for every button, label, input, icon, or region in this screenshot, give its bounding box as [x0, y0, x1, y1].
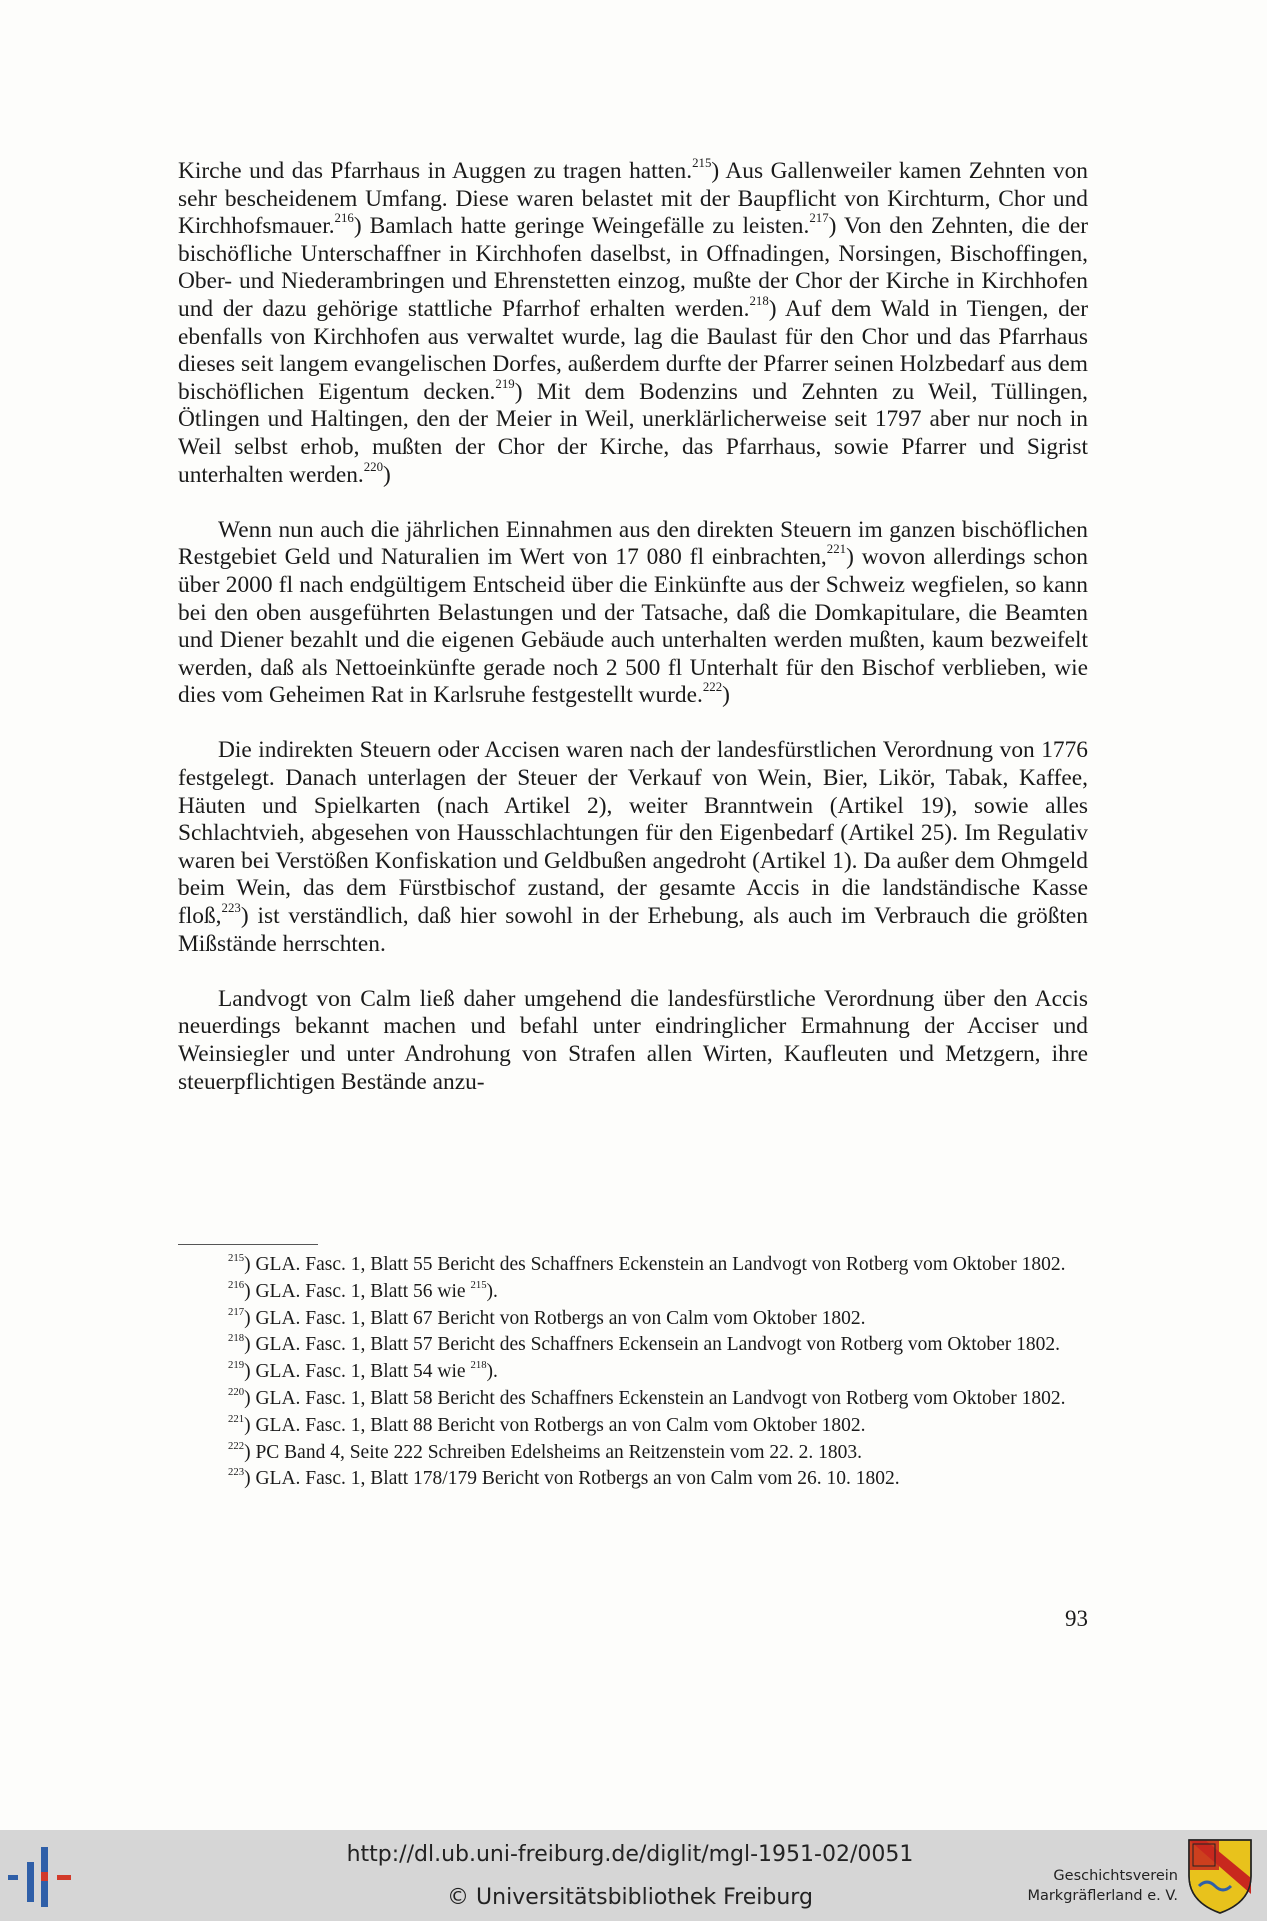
- page-number: 93: [1065, 1606, 1088, 1631]
- coat-of-arms-icon[interactable]: [1185, 1836, 1255, 1916]
- society-name-line2: Markgräflerland e. V.: [1027, 1888, 1178, 1904]
- paragraph: [178, 737, 1088, 958]
- footnote-reference: 217: [809, 211, 829, 226]
- footnote-reference: 218: [470, 1359, 487, 1372]
- footnote-reference: 220: [363, 459, 384, 474]
- text-run: ) GLA. Fasc. 1, Blatt 178/179 Bericht von Rotbergs an von Calm vom 26. 10. 1802.: [244, 1468, 900, 1490]
- text-run: Die indirekten Steuern oder Accisen waren nach der landesfürstlichen Verordnung von 1776 festgelegt. Danach unterlagen der Steuer der Verkauf von Wein, Bier, Likör, Tabak, Kaffee, Häuten und Spielkarten (nach Artikel 2), weiter Branntwein (Artikel 19), sowie alles Schlachtvieh, abgesehen von Hausschlachtungen für den Eigenbedarf (Artikel 25). Im Regulativ waren bei Verstößen Konfiskation und Geldbußen angedroht (Artikel 1). Da außer dem Ohmgeld beim Wein, das dem Fürstbischof zustand, der gesamte Accis in die landständische Kasse floß,: [178, 737, 1088, 930]
- text-run: ) wovon allerdings schon über 2000 fl nach endgültigem Entscheid über die Einkünfte aus der Schweiz wegfielen, so kann bei den oben ausgeführten Belastungen und der Tatsache, daß die Domkapitulare, die Beamten und Diener bezahlt und die eigenen Gebäude auch unterhalten werden mußten, kaum bezweifelt werden, daß als Nettoeinkünfte gerade noch 2 500 fl Unterhalt für den Bischof verblieben, wie dies vom Geheimen Rat in Karlsruhe festgestellt wurde.: [178, 544, 1088, 709]
- footnote-divider: [178, 1244, 318, 1245]
- text-run: ) PC Band 4, Seite 222 Schreiben Edelsheims an Reitzenstein vom 22. 2. 1803.: [244, 1441, 863, 1463]
- footnote: [178, 1252, 1088, 1279]
- footnote: [178, 1359, 1088, 1386]
- paragraph: [178, 986, 1088, 1096]
- footnote-reference: 223: [221, 901, 241, 916]
- text-run: ).: [486, 1361, 498, 1383]
- text-run: ) GLA. Fasc. 1, Blatt 67 Bericht von Rotbergs an von Calm vom Oktober 1802.: [244, 1307, 866, 1329]
- document-url-link[interactable]: http://dl.ub.uni-freiburg.de/diglit/mgl-1951-02/0051: [346, 1842, 914, 1867]
- footnote-reference: 221: [228, 1412, 245, 1425]
- text-run: ): [722, 682, 730, 709]
- paragraph: [178, 517, 1088, 710]
- text-run: ): [383, 461, 391, 488]
- footnote: [178, 1332, 1088, 1359]
- text-run: ) GLA. Fasc. 1, Blatt 58 Bericht des Schaffners Eckenstein an Landvogt von Rotberg vom Oktober 1802.: [244, 1387, 1066, 1409]
- text-run: ).: [486, 1280, 498, 1302]
- viewer-footer: [0, 1830, 1267, 1921]
- text-run: ) Von den Zehnten, die der bischöfliche Unterschaffner in Kirchhofen daselbst, in Offnadingen, Norsingen, Bischoffingen, Ober- und Niederambringen und Ehrenstetten einzog, mußte der Chor der Kirche in Kirchhofen und der dazu gehörige stattliche Pfarrhof erhalten werden.: [178, 213, 1088, 322]
- text-run: Wenn nun auch die jährlichen Einnahmen aus den direkten Steuern im ganzen bischöflichen Restgebiet Geld und Naturalien im Wert von 17 080 fl einbrachten,: [178, 516, 1088, 571]
- footnote-reference: 220: [228, 1385, 245, 1398]
- text-run: ) ist verständlich, daß hier sowohl in der Erhebung, als auch im Verbrauch die größten Mißstände herrschten.: [178, 903, 1088, 957]
- footnote-reference: 219: [228, 1359, 245, 1372]
- footnote: [178, 1466, 1088, 1493]
- footnote-reference: 223: [228, 1466, 245, 1479]
- footnote: [178, 1440, 1088, 1467]
- text-run: ) GLA. Fasc. 1, Blatt 55 Bericht des Schaffners Eckenstein an Landvogt von Rotberg vom Oktober 1802.: [244, 1254, 1066, 1275]
- paragraph: [178, 158, 1088, 489]
- society-name-line1: Geschichtsverein: [1053, 1868, 1178, 1884]
- text-run: ) Bamlach hatte geringe Weingefälle zu leisten.: [353, 213, 810, 240]
- footnote-reference: 222: [228, 1439, 245, 1452]
- body-text: [178, 158, 1088, 1096]
- footnote: [178, 1386, 1088, 1413]
- text-run: ) Auf dem Wald in Tiengen, der ebenfalls von Kirchhofen aus verwaltet wurde, lag die Baulast für den Chor und das Pfarrhaus dieses seit langem evangelischen Dorfes, außerdem durfte der Pfarrer seinen Holzbedarf aus dem bischöflichen Eigentum decken.: [178, 295, 1088, 405]
- footnote: [178, 1413, 1088, 1440]
- footnote-reference: 216: [334, 211, 354, 226]
- text-run: Landvogt von Calm ließ daher umgehend die landesfürstliche Verordnung über den Accis neuerdings bekannt machen und befahl unter eindringlicher Ermahnung der Acciser und Weinsiegler und unter Androhung von Strafen allen Wirten, Kaufleuten und Metzgern, ihre steuerpflichtigen Bestände anzu-: [178, 985, 1088, 1095]
- footnote-reference: 221: [826, 542, 847, 557]
- footnote-reference: 222: [702, 680, 723, 695]
- text-run: ) GLA. Fasc. 1, Blatt 57 Bericht des Schaffners Eckensein an Landvogt von Rotberg vom Oktober 1802.: [244, 1334, 1061, 1356]
- footnotes: [178, 1252, 1088, 1493]
- footnote-reference: 215: [228, 1251, 245, 1264]
- footnote-reference: 218: [228, 1332, 245, 1345]
- footnote-reference: 217: [228, 1305, 245, 1318]
- footnote: [178, 1306, 1088, 1333]
- ub-freiburg-logo-icon[interactable]: [0, 1842, 85, 1912]
- footnote-reference: 215: [692, 156, 712, 171]
- copyright-notice: © Universitätsbibliothek Freiburg: [447, 1885, 813, 1910]
- footnote-reference: 219: [495, 376, 515, 391]
- footnote-reference: 216: [228, 1278, 245, 1291]
- text-run: ) Aus Gallenweiler kamen Zehnten von sehr bescheidenem Umfang. Diese waren belastet mit der Baupflicht von Kirchturm, Chor und Kirchhofsmauer.: [178, 158, 1089, 240]
- text-run: ) GLA. Fasc. 1, Blatt 54 wie: [244, 1361, 471, 1383]
- society-name: [1018, 1866, 1178, 1906]
- footnote-reference: 218: [749, 294, 769, 309]
- text-run: Kirche und das Pfarrhaus in Auggen zu tragen hatten.: [178, 158, 693, 184]
- text-run: ) GLA. Fasc. 1, Blatt 56 wie: [244, 1280, 471, 1302]
- text-run: ) GLA. Fasc. 1, Blatt 88 Bericht von Rotbergs an von Calm vom Oktober 1802.: [244, 1414, 866, 1436]
- text-run: ) Mit dem Bodenzins und Zehnten zu Weil, Tüllingen, Ötlingen und Haltingen, den der Meier in Weil, unerklärlicherweise seit 1797 aber nur noch in Weil selbst erhob, mußten der Chor der Kirche, das Pfarrhaus, sowie Pfarrer und Sigrist unterhalten werden.: [178, 378, 1088, 488]
- footnote: [178, 1279, 1088, 1306]
- footnote-reference: 215: [470, 1278, 487, 1291]
